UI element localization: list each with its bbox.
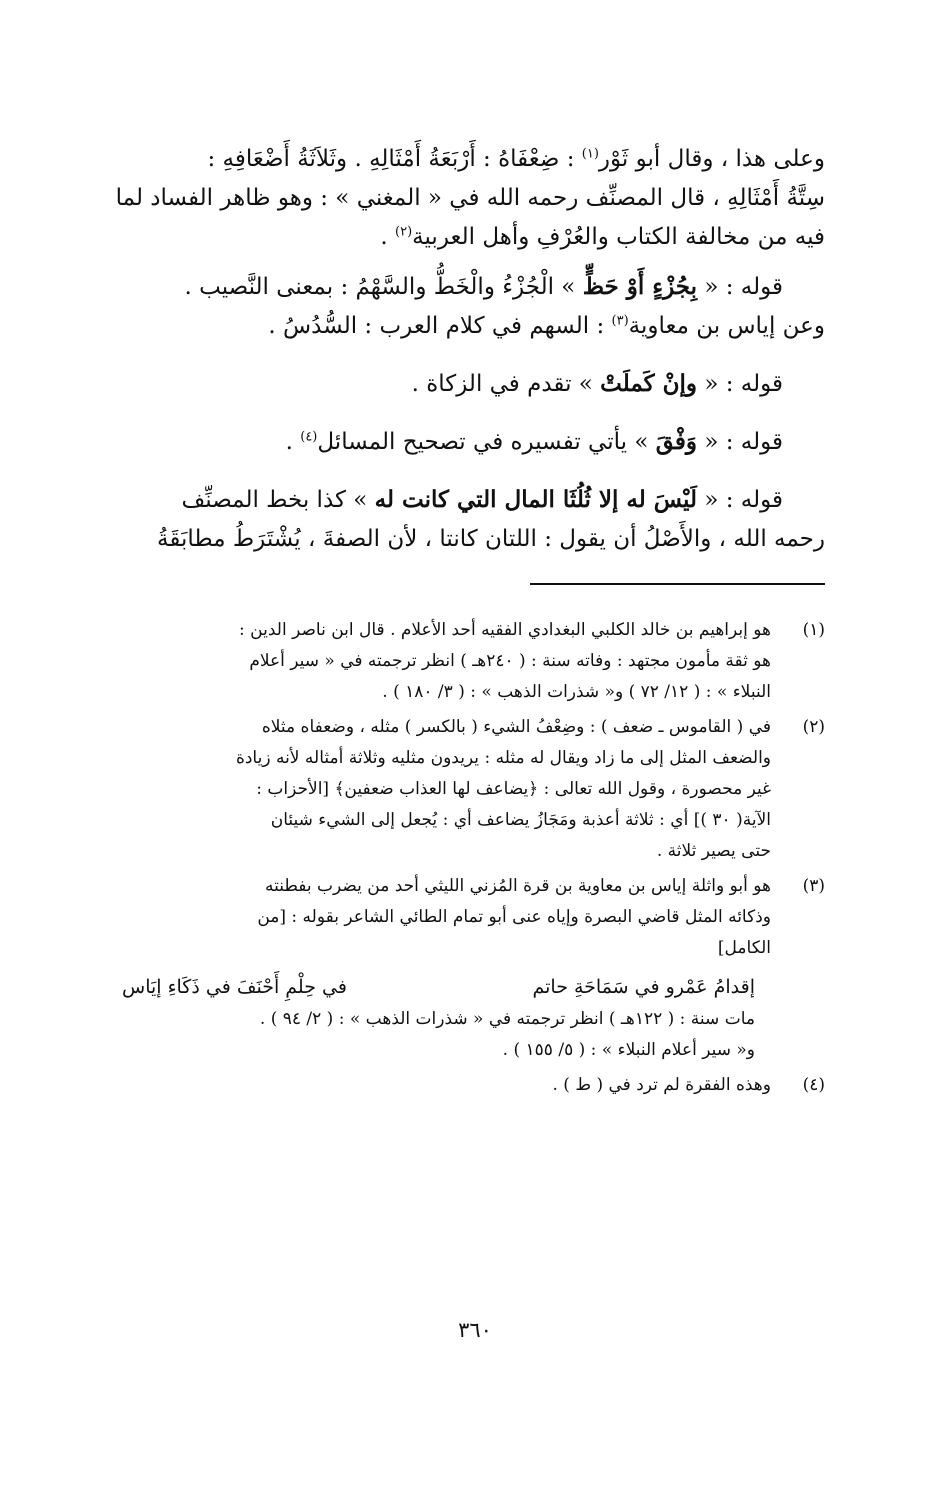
footnote-line: هو إبراهيم بن خالد الكلبي البغدادي الفقيه أحد الأعلام . قال ابن ناصر الدين : — [239, 620, 771, 640]
footnote-line: الآية( ٣٠ )] أي : ثلاثة أعذبة ومَجَازُ يضاعف أي : يُجعل إلى الشيء شيئان — [270, 810, 771, 830]
text-run: قوله : « — [697, 487, 783, 513]
footnote-1 — [110, 615, 825, 708]
footnote-line: وهذه الفقرة لم ترد في ( ط ) . — [552, 1075, 771, 1095]
footnote-number: (٣) — [802, 876, 825, 896]
paragraph-1-line-1 — [207, 146, 825, 172]
text-run: . — [285, 429, 301, 455]
quoted-term: وإنْ كَملَتْ — [600, 370, 698, 397]
main-text — [110, 140, 825, 559]
paragraph-5-continued — [110, 520, 825, 559]
footnote-number: (١) — [802, 620, 825, 640]
verse-first-hemistich: إقدامُ عَمْرو في سَمَاحَةِ حاتم — [532, 976, 755, 998]
page-content — [110, 140, 825, 1105]
text-run: وعلى هذا ، وقال أبو ثَوْر — [598, 146, 825, 172]
footnote-line: والضعف المثل إلى ما زاد ويقال له مثله : يريدون مثليه وثلاثة أمثاله لأنه زيادة — [235, 748, 771, 768]
paragraph-2-continued — [110, 307, 825, 346]
text-run: » كذا بخط المصنِّف — [181, 487, 375, 513]
footnote-line: في ( القاموس ـ ضعف ) : وضِعْفُ الشيء ( بالكسر ) مثله ، وضعفاه مثلاه — [261, 717, 771, 737]
text-run: قوله : « — [697, 371, 783, 397]
text-run: : السهم في كلام العرب : السُّدُسُ . — [268, 313, 612, 339]
footnote-line: هو أبو واثلة إياس بن معاوية بن قرة المُزني الليثي أحد من يضرب بفطنته — [264, 876, 771, 896]
text-run: » تقدم في الزكاة . — [411, 371, 601, 397]
footnote-line: هو ثقة مأمون مجتهد : وفاته سنة : ( ٢٤٠هـ ) انظر ترجمته في « سير أعلام — [249, 651, 771, 671]
footnote-4 — [110, 1070, 825, 1101]
paragraph-1-line-2: سِتَّةُ أَمْثَالِهِ ، قال المصنِّف رحمه الله في « المغني » : وهو ظاهر الفساد لما — [115, 185, 825, 211]
text-run: » يأتي تفسيره في تصحيح المسائل — [317, 429, 656, 455]
text-run: رحمه الله ، والأَصْلُ أن يقول : اللتان كانتا ، لأن الصفةَ ، يُشْتَرَطُ مطابَقَةُ — [157, 526, 825, 552]
footnote-line: وذكائه المثل قاضي البصرة وإياه عنى أبو تمام الطائي الشاعر بقوله : [من — [257, 907, 771, 927]
footnote-line: حتى يصير ثلاثة . — [656, 841, 771, 861]
footnote-3-continued — [110, 1004, 825, 1066]
footnote-number: (٤) — [802, 1075, 825, 1095]
text-run: وعن إياس بن معاوية — [628, 313, 825, 339]
quoted-term: لَيْسَ له إلا ثُلُثَا المال التي كانت له — [374, 486, 698, 513]
text-run: قوله : « — [697, 274, 783, 300]
footnote-line: غير محصورة ، وقول الله تعالى : ﴿يضاعف لها العذاب ضعفين﴾ [الأحزاب : — [256, 779, 771, 799]
footnote-line: النبلاء » : ( ١٢/ ٧٢ ) و« شذرات الذهب » : ( ٣/ ١٨٠ ) . — [382, 682, 771, 702]
paragraph-4 — [110, 422, 825, 462]
footnote-ref-3[interactable]: (٣) — [611, 313, 629, 329]
footnotes — [110, 615, 825, 1101]
paragraph-3 — [110, 364, 825, 404]
quoted-term: وَفْقَ — [655, 428, 698, 455]
text-run: . — [380, 224, 396, 250]
paragraph-5 — [110, 480, 825, 520]
footnote-3 — [110, 871, 825, 964]
paragraph-1-line-3 — [380, 224, 825, 250]
footnote-line: مات سنة : ( ١٢٢هـ ) انظر ترجمته في « شذرات الذهب » : ( ٢/ ٩٤ ) . — [259, 1009, 755, 1029]
footnote-line: و« سير أعلام النبلاء » : ( ٥/ ١٥٥ ) . — [502, 1040, 755, 1060]
paragraph-1 — [110, 140, 825, 257]
page-number: ٣٦٠ — [458, 1318, 492, 1342]
footnote-separator — [530, 583, 825, 585]
text-run: » الْجُزْءُ والْخَطُّ والسَّهْمُ : بمعنى النَّصيب . — [184, 274, 583, 300]
text-run: قوله : « — [697, 429, 783, 455]
footnote-ref-2[interactable]: (٢) — [395, 224, 413, 240]
text-run: فيه من مخالفة الكتاب والعُرْفِ وأهل العربية — [412, 224, 825, 250]
paragraph-2 — [110, 267, 825, 307]
footnote-line: الكامل] — [717, 938, 771, 958]
verse — [110, 970, 825, 1004]
quoted-term: بِجُزْءٍ أَوْ حَظٍّ — [582, 273, 698, 300]
footnote-ref-1[interactable]: (١) — [581, 146, 599, 162]
verse-second-hemistich: في حِلْمِ أَحْنَفَ في ذَكَاءِ إيَاس — [122, 976, 347, 998]
footnote-number: (٢) — [802, 717, 825, 737]
footnote-2 — [110, 712, 825, 867]
footnote-ref-4[interactable]: (٤) — [300, 429, 318, 445]
text-run: : ضِعْفَاهُ : أَرْبَعَةُ أَمْثَالِهِ . وثَلاَثَةُ أَضْعَافِهِ : — [207, 146, 582, 172]
